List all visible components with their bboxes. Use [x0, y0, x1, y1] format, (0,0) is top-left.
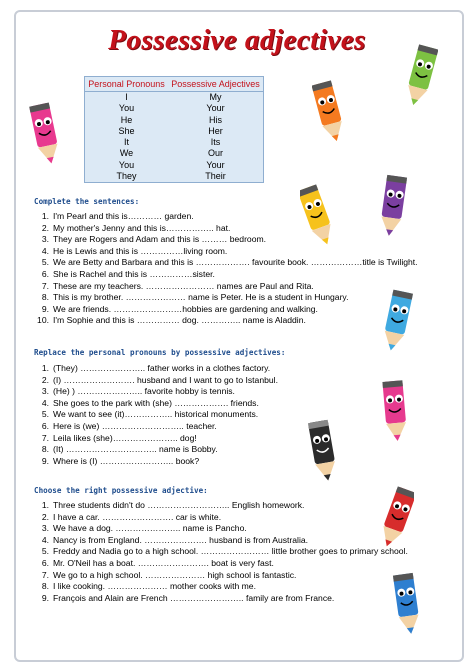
exercise-item	[34, 456, 278, 468]
pencil-pink-icon	[28, 98, 62, 168]
exercise-number: 7.	[41, 280, 49, 291]
pencil-magenta-icon	[378, 375, 412, 447]
pencil-black-icon	[306, 415, 340, 487]
exercise-item	[34, 512, 408, 524]
exercise-number: 9.	[41, 455, 49, 466]
exercise-number: 10.	[37, 315, 49, 326]
section-heading-complete: Complete the sentences:	[34, 197, 140, 206]
exercise-text: Three students didn't do ……………………….. English homework.	[53, 500, 305, 510]
header-personal-pronouns: Personal Pronouns	[85, 77, 168, 92]
exercise-text: I'm Sophie and this is …………… dog. ………….. name is Aladdin.	[53, 315, 306, 326]
pronoun-table-row	[85, 160, 264, 171]
exercise-item	[34, 535, 408, 547]
exercise-text: We have a dog. ………………….. name is Pancho.	[53, 523, 247, 534]
exercise-text: She is Rachel and this is ……………sister.	[53, 268, 215, 279]
exercise-text: (They) ………………….. father works in a clothes factory.	[53, 363, 271, 373]
exercise-number: 8.	[41, 444, 49, 455]
exercise-number: 5.	[41, 257, 49, 268]
possessive-adjective-cell: Their	[205, 171, 226, 182]
pronoun-table-header	[85, 77, 264, 92]
exercise-number: 4.	[41, 397, 49, 408]
header-possessive-adjectives: Possessive Adjectives	[168, 77, 264, 92]
exercise-item	[34, 386, 278, 398]
exercise-number: 3.	[41, 523, 49, 534]
exercise-item	[34, 281, 418, 293]
pencil-red-icon	[380, 482, 414, 554]
exercise-text: We want to see (it)…………….. historical monuments.	[53, 409, 259, 420]
pencil-purple-icon	[376, 170, 410, 242]
pencil-green-icon	[404, 40, 438, 112]
exercise-item	[34, 257, 418, 269]
exercise-number: 4.	[41, 245, 49, 256]
exercise-number: 5.	[41, 546, 49, 557]
exercise-text: Freddy and Nadia go to a high school. …………………… little brother goes to primary school.	[53, 546, 408, 557]
exercise-text: (It) ………………………….. name is Bobby.	[53, 444, 218, 455]
exercise-item	[34, 234, 418, 246]
exercise-item	[34, 500, 408, 512]
exercise-item	[34, 304, 418, 316]
exercise-number: 7.	[41, 432, 49, 443]
exercise-item	[34, 246, 418, 258]
personal-pronoun-cell: We	[119, 148, 134, 159]
pronoun-table-row	[85, 115, 264, 126]
exercise-item	[34, 546, 408, 558]
exercise-text: These are my teachers. …………………… names are Paul and Rita.	[53, 280, 314, 291]
exercise-number: 3.	[41, 386, 49, 397]
possessive-adjective-cell: Our	[207, 148, 223, 159]
exercise-list-complete	[34, 211, 418, 327]
exercise-item	[34, 375, 278, 387]
exercise-number: 4.	[41, 534, 49, 545]
exercise-number: 1.	[41, 211, 49, 221]
exercise-list-choose	[34, 500, 408, 604]
exercise-number: 2.	[41, 511, 49, 522]
exercise-item	[34, 398, 278, 410]
personal-pronoun-cell: He	[120, 114, 133, 125]
exercise-item	[34, 570, 408, 582]
exercise-item	[34, 433, 278, 445]
exercise-list-replace	[34, 363, 278, 467]
exercise-text: They are Rogers and Adam and this is ……… bedroom.	[53, 234, 267, 245]
personal-pronoun-cell: You	[118, 159, 135, 170]
pronoun-table-row	[85, 171, 264, 183]
personal-pronoun-cell: They	[116, 171, 137, 182]
pencil-orange-icon	[312, 76, 346, 148]
exercise-text: François and Alain are French …………………….. family are from France.	[53, 592, 335, 603]
exercise-text: (I) ……………………. husband and I want to go to Istanbul.	[53, 374, 278, 385]
possessive-adjective-cell: My	[209, 92, 222, 102]
exercise-text: Mr. O'Neil has a boat. ……………………. boat is very fast.	[53, 557, 274, 568]
exercise-number: 6.	[41, 268, 49, 279]
exercise-number: 7.	[41, 569, 49, 580]
pronoun-table-row	[85, 148, 264, 159]
exercise-text: We go to a high school. ………………… high school is fantastic.	[53, 569, 297, 580]
exercise-item	[34, 211, 418, 223]
pencil-darkblue-icon	[390, 568, 424, 640]
exercise-text: Where is (I) …………………….. book?	[53, 455, 200, 466]
exercise-text: I like cooking. ………………… mother cooks with me.	[53, 581, 256, 592]
pronoun-table-row	[85, 103, 264, 114]
exercise-item	[34, 269, 418, 281]
exercise-item	[34, 363, 278, 375]
exercise-item	[34, 315, 418, 327]
worksheet-title: Possessive adjectives	[108, 24, 366, 56]
exercise-number: 1.	[41, 500, 49, 510]
exercise-text: I have a car. ……………………. car is white.	[53, 511, 222, 522]
possessive-adjective-cell: Your	[206, 159, 225, 170]
exercise-item	[34, 223, 418, 235]
exercise-text: My mother's Jenny and this is…………….. hat.	[53, 222, 231, 233]
exercise-text: We are friends. ……………………hobbies are gardening and walking.	[53, 303, 318, 314]
exercise-number: 5.	[41, 409, 49, 420]
section-heading-replace: Replace the personal pronouns by possessive adjectives:	[34, 348, 286, 357]
personal-pronoun-cell: She	[118, 125, 135, 136]
pronoun-table-row	[85, 92, 264, 104]
exercise-item	[34, 421, 278, 433]
exercise-text: He is Lewis and this is ……………living room.	[53, 245, 228, 256]
exercise-number: 6.	[41, 420, 49, 431]
exercise-item	[34, 523, 408, 535]
pronoun-table-row	[85, 126, 264, 137]
exercise-text: Nancy is from England. …………………. husband is from Australia.	[53, 534, 309, 545]
exercise-number: 2.	[41, 222, 49, 233]
pencil-yellow-icon	[300, 180, 334, 252]
personal-pronoun-cell: You	[118, 103, 135, 114]
exercise-number: 3.	[41, 234, 49, 245]
pencil-blue-icon	[380, 285, 414, 357]
exercise-text: This is my brother. ………………… name is Peter. He is a student in Hungary.	[53, 292, 349, 303]
possessive-adjective-cell: His	[208, 114, 222, 125]
exercise-number: 9.	[41, 303, 49, 314]
pronoun-table-row	[85, 137, 264, 148]
exercise-item	[34, 581, 408, 593]
exercise-text: I'm Pearl and this is………… garden.	[53, 211, 194, 221]
exercise-number: 1.	[41, 363, 49, 373]
exercise-text: (He) ) ………………….. favorite hobby is tennis.	[53, 386, 235, 397]
exercise-number: 2.	[41, 374, 49, 385]
exercise-item	[34, 558, 408, 570]
possessive-adjective-cell: Your	[206, 103, 225, 114]
exercise-number: 8.	[41, 292, 49, 303]
personal-pronoun-cell: I	[125, 92, 128, 102]
exercise-text: Leila likes (she)………………….. dog!	[53, 432, 197, 443]
pronoun-table	[84, 76, 264, 183]
exercise-item	[34, 593, 408, 605]
exercise-number: 9.	[41, 592, 49, 603]
personal-pronoun-cell: It	[123, 137, 129, 148]
exercise-text: Here is (we) ……………………….. teacher.	[53, 420, 217, 431]
exercise-item	[34, 292, 418, 304]
possessive-adjective-cell: Her	[208, 125, 223, 136]
exercise-number: 6.	[41, 557, 49, 568]
exercise-text: We are Betty and Barbara and this is ………………. favourite book. ………………title is Twilight.	[53, 257, 418, 268]
section-heading-choose: Choose the right possessive adjective:	[34, 486, 208, 495]
exercise-text: She goes to the park with (she) ………………. friends.	[53, 397, 259, 408]
possessive-adjective-cell: Its	[210, 137, 221, 148]
exercise-item	[34, 444, 278, 456]
exercise-item	[34, 409, 278, 421]
exercise-number: 8.	[41, 581, 49, 592]
